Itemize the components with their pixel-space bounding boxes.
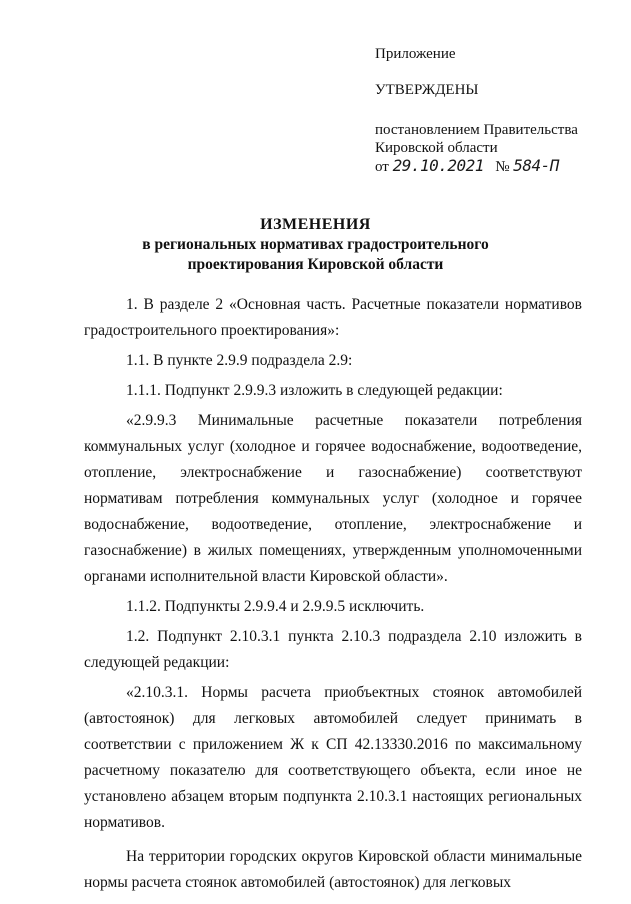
document-title (0, 215, 631, 275)
appendix-label: Приложение (375, 46, 456, 62)
handwritten-number: 584-П (513, 156, 559, 175)
paragraph-8: На территории городских округов Кировской области минимальные нормы расчета стоянок автомобилей (автостоянок) для легковых (84, 848, 582, 891)
paragraph-6: 1.2. Подпункт 2.10.3.1 пункта 2.10.3 подраздела 2.10 изложить в следующей редакции: (84, 628, 582, 671)
paragraph-1: 1. В разделе 2 «Основная часть. Расчетные показатели нормативов градостроительного проектирования»: (84, 296, 582, 339)
title-line-2: в региональных нормативах градостроительного (142, 236, 489, 253)
from-prefix: от (375, 159, 389, 175)
paragraph-2: 1.1. В пункте 2.9.9 подраздела 2.9: (126, 352, 353, 369)
number-sign: № (495, 159, 510, 175)
resolution-label: постановлением Правительства (375, 122, 578, 138)
approval-block (375, 45, 578, 176)
title-line-3: проектирования Кировской области (187, 256, 444, 273)
handwritten-date: 29.10.2021 (392, 156, 484, 175)
paragraph-4: «2.9.9.3 Минимальные расчетные показатели потребления коммунальных услуг (холодное и горячее водоснабжение, водоотведение, отопление, электроснабжение и газоснабжение) соответствуют нормативам потребления коммунальных услуг (холодное и горячее водоснабжение, водоотведение, отопление, электроснабжение и газоснабжение) в жилых помещениях, утвержденным уполномоченными органами исполнительной власти Кировской области». (84, 412, 582, 585)
paragraph-3: 1.1.1. Подпункт 2.9.9.3 изложить в следующей редакции: (126, 382, 503, 399)
date-number-line (375, 157, 578, 176)
paragraph-7: «2.10.3.1. Нормы расчета приобъектных стоянок автомобилей (автостоянок) для легковых автомобилей следует принимать в соответствии с приложением Ж к СП 42.13330.2016 по максимальному расчетному показателю для соответствующего объекта, если иное не установлено абзацем вторым подпункта 2.10.3.1 настоящих региональных нормативов. (84, 684, 582, 831)
approved-label: УТВЕРЖДЕНЫ (375, 82, 479, 98)
paragraph-5: 1.1.2. Подпункты 2.9.9.4 и 2.9.9.5 исключить. (126, 598, 425, 615)
region-label: Кировской области (375, 140, 498, 156)
title-main: ИЗМЕНЕНИЯ (260, 216, 371, 233)
document-body (84, 292, 582, 896)
